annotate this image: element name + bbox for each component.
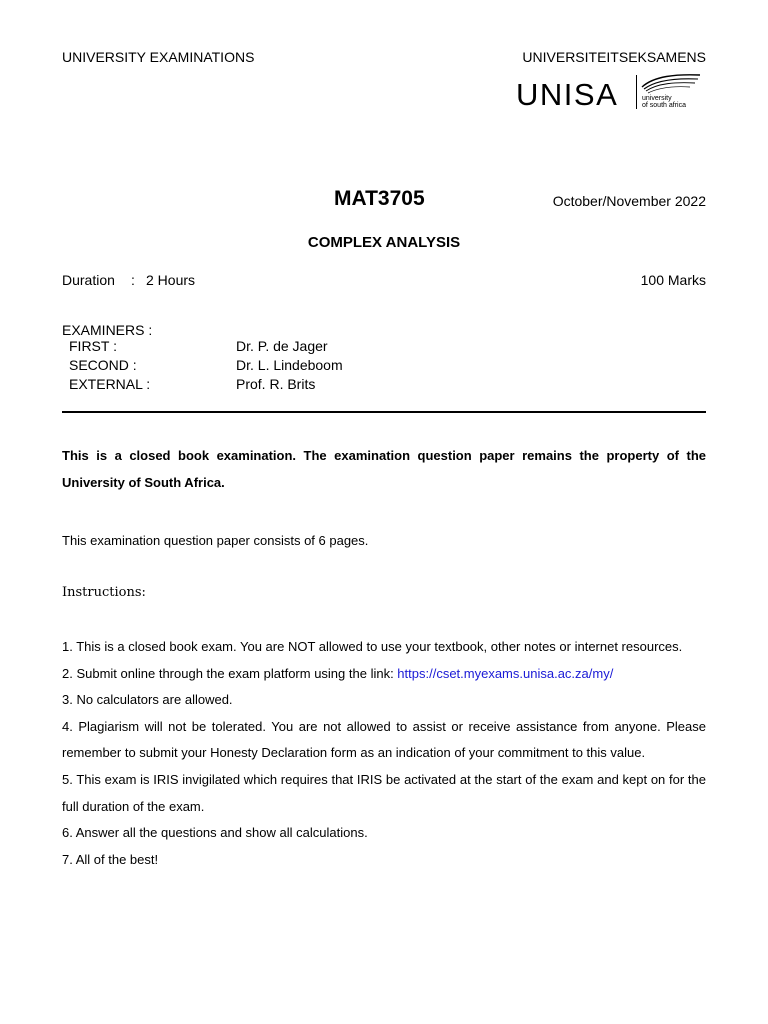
logo-subtitle bbox=[642, 95, 686, 109]
logo-wordmark: UNISA bbox=[516, 77, 619, 112]
header-left-title: UNIVERSITY EXAMINATIONS bbox=[62, 49, 255, 65]
examiner-name-first: Dr. P. de Jager bbox=[236, 338, 328, 354]
instruction-text: 2. Submit online through the exam platform using the link: bbox=[62, 665, 398, 681]
instruction-item bbox=[62, 661, 706, 688]
instructions-list bbox=[62, 634, 706, 873]
instruction-item: 7. All of the best! bbox=[62, 851, 159, 867]
subject-title: COMPLEX ANALYSIS bbox=[307, 234, 461, 251]
header-right-title: UNIVERSITEITSEKSAMENS bbox=[522, 49, 706, 65]
course-code: MAT3705 bbox=[334, 187, 425, 210]
examiner-name-external: Prof. R. Brits bbox=[236, 376, 316, 392]
header-divider bbox=[62, 411, 706, 413]
logo-wing-icon bbox=[640, 73, 702, 95]
total-marks: 100 Marks bbox=[640, 272, 706, 288]
instruction-item: 3. No calculators are allowed. bbox=[62, 692, 233, 708]
examiner-name-second: Dr. L. Lindeboom bbox=[236, 357, 343, 373]
logo-divider bbox=[636, 75, 637, 109]
examiner-role-first: FIRST : bbox=[69, 338, 117, 354]
duration-separator: : bbox=[131, 272, 135, 288]
unisa-logo bbox=[516, 73, 706, 113]
examiners-heading: EXAMINERS : bbox=[62, 322, 153, 338]
instruction-item: 1. This is a closed book exam. You are NOT allowed to use your textbook, other notes or internet resources. bbox=[62, 639, 683, 654]
examiner-role-external: EXTERNAL : bbox=[69, 376, 151, 392]
pages-note: This examination question paper consists of 6 pages. bbox=[62, 533, 369, 548]
examiner-role-second: SECOND : bbox=[69, 357, 137, 373]
instruction-item: 4. Plagiarism will not be tolerated. You are not allowed to assist or receive assistance from anyone. Please remember to submit your Honesty Declaration form as an indication of your commitment to this value. bbox=[62, 718, 706, 761]
instruction-item: 5. This exam is IRIS invigilated which requires that IRIS be activated at the start of the exam and kept on for the full duration of the exam. bbox=[62, 771, 706, 814]
duration-label: Duration bbox=[62, 272, 115, 288]
duration-value: 2 Hours bbox=[146, 272, 196, 288]
instructions-heading: Instructions: bbox=[62, 585, 146, 600]
instruction-item: 6. Answer all the questions and show all calculations. bbox=[62, 825, 368, 841]
exam-platform-link[interactable]: https://cset.myexams.unisa.ac.za/my/ bbox=[397, 665, 614, 681]
exam-session: October/November 2022 bbox=[552, 193, 706, 209]
logo-sub-line1: university bbox=[642, 95, 672, 102]
logo-sub-line2: of south africa bbox=[642, 102, 686, 109]
closed-book-notice: This is a closed book examination. The examination question paper remains the property of the University of South Africa. bbox=[62, 448, 706, 490]
